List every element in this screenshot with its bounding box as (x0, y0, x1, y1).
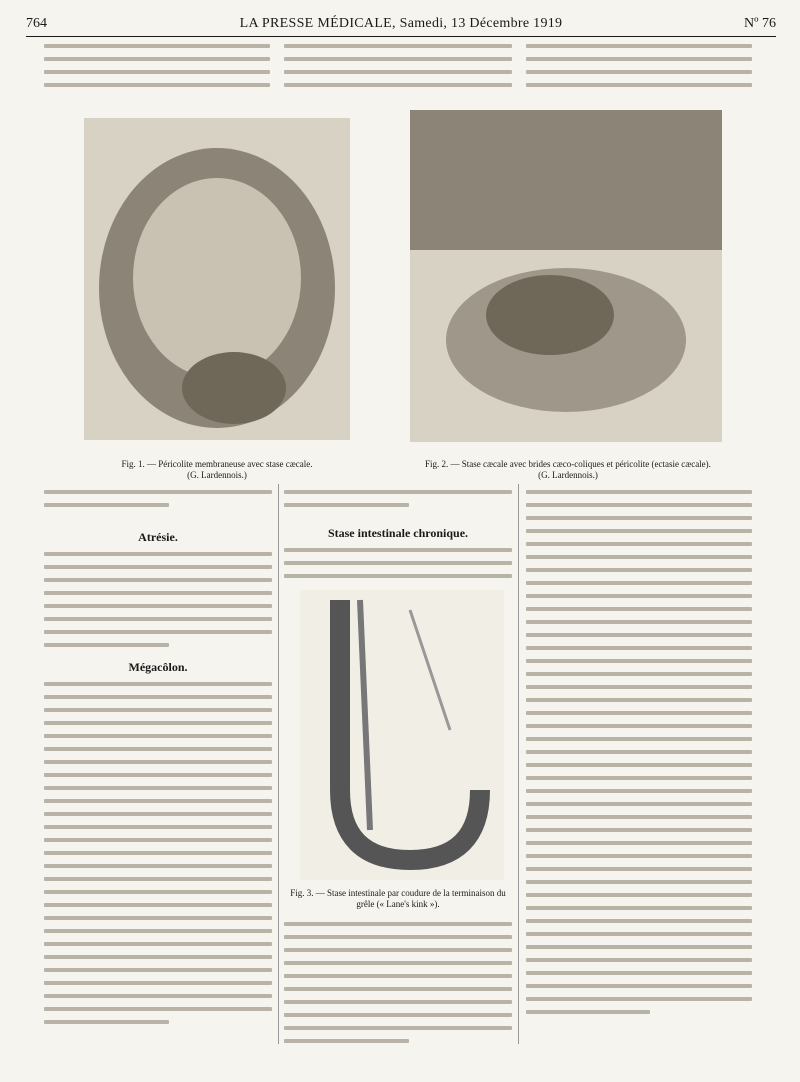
figure-1-illustration (84, 118, 350, 440)
top-column-1-text (44, 44, 270, 96)
page-number: 764 (26, 16, 47, 31)
figure-2-caption: Fig. 2. — Stase cæcale avec brides cæco-coliques et péricolite (ectasie cæcale). (G. Lardennois.) (425, 459, 711, 480)
heading-atresie: Atrésie. (138, 530, 178, 544)
column-divider-2 (518, 484, 519, 1044)
header-rule (26, 36, 776, 37)
top-column-2-text (284, 44, 512, 96)
figure-3-illustration (300, 590, 504, 880)
column-2-lower-text (284, 922, 512, 1052)
figure-2-illustration (410, 110, 722, 442)
top-column-3-text (526, 44, 752, 96)
column-3-text (526, 490, 752, 1023)
column-divider-1 (278, 484, 279, 1044)
atresie-paragraph (44, 552, 272, 656)
heading-stase-intestinale: Stase intestinale chronique. (327, 526, 469, 540)
megacolon-paragraphs (44, 682, 272, 1033)
running-header (26, 14, 776, 34)
column-1-intro (44, 490, 272, 516)
heading-megacolon: Mégacôlon. (128, 660, 188, 674)
stase-paragraph (284, 548, 512, 587)
column-2-intro (284, 490, 512, 516)
figure-1-caption: Fig. 1. — Péricolite membraneuse avec stase cæcale. (G. Lardennois.) (121, 459, 313, 480)
figure-3-caption: Fig. 3. — Stase intestinale par coudure de la terminaison du grêle (« Lane's kink »). (290, 888, 506, 909)
journal-title: LA PRESSE MÉDICALE, Samedi, 13 Décembre 1919 (239, 16, 563, 31)
issue-number: Nº 76 (744, 16, 776, 31)
